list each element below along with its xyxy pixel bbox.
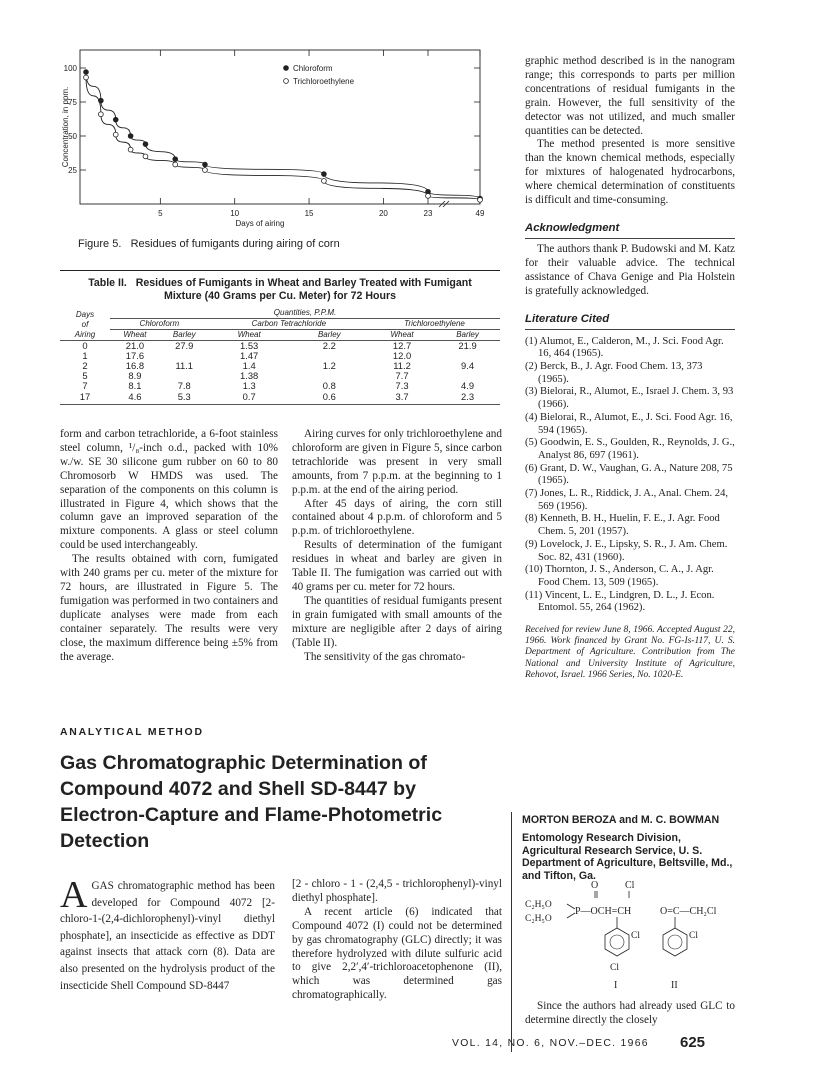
data-point [84,70,89,75]
data-point [173,157,178,162]
y-tick-label: 50 [68,132,77,141]
section-label: ANALYTICAL METHOD [60,727,204,738]
table-cell-day: 7 [82,380,88,392]
article-intro [60,874,275,994]
series-line [86,78,480,200]
legend-label: Trichloroethylene [293,77,355,86]
y-axis-label: Concentration, in ppm. [61,86,70,168]
table-cell: 2.2 [322,339,336,351]
table-cell: 12.0 [392,349,412,361]
body-paragraph: The results obtained with corn, fumigated with 240 grams per cu. meter of the mixture for 72 hours, are illustrated in Figure 5. The fumigation was performed in two containers and duplicate analyses were made from each container separately. The results were very close, the maximum difference being ±5% from the average. [60,553,278,663]
struct-ethoxy-1: C₂H₅O [525,900,552,910]
days-header-line3: Airing [74,329,96,339]
reference-item: (5) Goodwin, E. S., Goulden, R., Reynolds, J. G., Analyst 86, 697 (1961). [525,437,735,461]
table-cell: 1.2 [322,360,336,371]
chart-frame [80,50,480,204]
table-cell: 0.6 [322,390,336,402]
table-cell: 0.8 [322,380,336,392]
data-point [84,75,89,80]
body-column-middle [292,428,502,664]
table-body [60,340,500,402]
table-title-line2: Mixture (40 Grams per Cu. Meter) for 72 Hours [164,289,396,302]
legend-marker [284,66,289,71]
benzene-ring-2-inner [668,935,682,949]
chart-legend [284,64,355,86]
data-point [478,198,483,203]
acknowledgment-heading: Acknowledgment [525,221,620,234]
series-chloroform [84,70,483,201]
benzene-ring-1 [605,928,629,956]
table-cell: 17.6 [125,349,145,361]
table-ii [60,270,500,405]
x-tick-label: 5 [158,209,163,218]
table-cell-day: 0 [82,339,88,351]
data-point [143,142,148,147]
series-line [86,72,480,198]
body-paragraph: After 45 days of airing, the corn still contained about 4 p.p.m. of chloroform and 5 p.p.m. of trichloroethylene. [292,497,502,538]
x-axis-label: Days of airing [235,219,285,228]
section-rule [525,329,735,330]
legend-marker [284,79,289,84]
table-cell-day: 5 [82,370,88,382]
series-trichloroethylene [84,75,483,202]
data-point [426,193,431,198]
group-header-chloroform: Chloroform [110,318,209,329]
structure-caption-paragraph: Since the authors had already used GLC to determine directly the closely [525,1000,735,1026]
chart-series [84,70,483,203]
page-number: 625 [680,1034,706,1051]
subheader: Barley [317,329,341,339]
table-row [60,392,500,402]
body-paragraph: Results of determination of the fumigant residues in wheat and barley are given in Table II. The fumigation was carried out with 40 grams per cu. meter for 72 hours. [292,539,502,593]
data-point [128,134,133,139]
literature-heading: Literature Cited [525,312,610,325]
table-bottom-rule [60,404,500,405]
struct-label-1: I [614,980,618,991]
table-cell-day: 2 [82,360,88,371]
table-cell: 12.7 [392,339,412,351]
group-header-trichloroethylene: Trichloroethylene [369,318,500,329]
data-point [143,154,148,159]
body-paragraph: The method presented is more sensitive than the known chemical methods, especially for mixtures of halogenated hydrocarbons, where chemical determination of constituents is difficult and time-consuming. [525,138,735,207]
body-paragraph: form and carbon tetrachloride, a 6-foot stainless steel column, ¹/₈-inch o.d., packed with 10% w./w. SE 30 silicone gum rubber on 60 to 80 Chromosorb W HMDS was used. The separation of the components on this column is illustrated in Figure 4, which shows that the column gave an improved separation of the mixture components. A glass or steel column could be used interchangeably. [60,428,278,552]
data-point [322,178,327,183]
article-title: Gas Chromatographic Determination of Compound 4072 and Shell SD-8447 by Electron-Capture and Flame-Photometric Detection [60,752,443,852]
acknowledgment-text: The authors thank P. Budowski and M. Katz for their valuable advice. The technical assistance of Chava Genige and Pia Holstein is gratefully acknowledged. [525,242,735,297]
reference-item: (6) Grant, D. W., Vaughan, G. A., Nature 208, 75 (1965). [525,462,733,487]
data-point [203,168,208,173]
table-cell: 5.3 [177,390,191,402]
subheader: Wheat [390,329,414,339]
table-cell: 7.3 [395,380,409,392]
table-cell: 1.47 [240,349,259,361]
reference-item: (8) Kenneth, B. H., Huelin, F. E., J. Agr. Food Chem. 5, 201 (1957). [525,513,720,538]
struct-ethoxy-2: C₂H₅O [525,914,552,924]
table-cell: 1.3 [242,380,256,392]
article-column-2 [292,878,502,1003]
table-cell: 4.6 [128,390,142,402]
article-intro-text: GAS chromatographic method has been developed for Compound 4072 [2-chloro-1-(2,4-dichlorophenyl)-vinyl diethyl phosphate], an insecticide as effective as DDT against insects that attack corn (8). Data are also presented on the hydrolysis product of the insecticide Shell Compound SD-8447 [60,880,275,992]
figure-caption-label: Figure 5. [78,238,122,250]
author-block [522,814,737,882]
vertical-rule [511,812,512,1052]
y-tick-label: 25 [68,166,77,175]
figure-caption-text: Residues of fumigants during airing of corn [130,238,340,250]
reference-list [525,336,735,615]
table-cell: 1.4 [242,360,256,371]
table-grid [60,308,500,402]
reference-item: (9) Lovelock, J. E., Lipsky, S. R., J. Am. Chem. Soc. 82, 431 (1960). [525,538,728,563]
table-cell-day: 17 [79,390,91,402]
affiliation: Entomology Research Division, Agricultural Research Service, U. S. Department of Agriculture, Beltsville, Md., and Tifton, Ga. [522,832,733,882]
table-cell: 0.7 [242,390,256,402]
reference-item: (11) Vincent, L. E., Lindgren, D. L., J. Econ. Entomol. 55, 264 (1962). [525,589,715,614]
body-paragraph: The quantities of residual fumigants present in grain fumigated with small amounts of the mixture are negligible after 2 days of airing (Table II). [292,594,502,649]
subheader: Wheat [123,329,147,339]
table-cell: 7.7 [395,370,409,382]
struct-ketone: O=C—CH₂Cl [660,906,717,917]
struct-label-2: II [671,980,678,991]
days-header [60,308,110,341]
table-caption [60,277,500,303]
table-row [60,381,500,391]
data-point [113,132,118,137]
table-cell: 27.9 [175,339,194,351]
struct-cl-top: Cl [625,880,635,891]
reference-item: (1) Alumot, E., Calderon, M., J. Sci. Food Agr. 16, 464 (1965). [525,335,724,360]
article-paragraph: [2 - chloro - 1 - (2,4,5 - trichlorophenyl)-vinyl diethyl phosphate]. [292,878,502,904]
footer-journal: VOL. 14, NO. 6, NOV.–DEC. 1966 [452,1038,649,1049]
table-cell: 9.4 [461,360,475,371]
drop-cap: A [60,874,88,916]
struct-cl-ring1: Cl [631,931,640,941]
subheader: Barley [172,329,196,339]
struct-cl-ring2: Cl [689,931,698,941]
data-point [98,112,103,117]
struct-cl-ring1-bottom: Cl [610,963,619,973]
chart-axes [61,50,485,228]
legend-label: Chloroform [293,64,333,73]
reference-item: (7) Jones, L. R., Riddick, J. A., Anal. Chem. 24, 569 (1956). [525,488,729,512]
article-column-1 [60,874,275,994]
subheader: Wheat [237,329,261,339]
days-header-line2: of [81,319,89,329]
reference-item: (4) Bielorai, R., Alumot, E., J. Sci. Food Agr. 16, 594 (1965). [525,411,733,436]
y-tick-label: 100 [63,64,77,73]
body-column-right [525,55,735,681]
quantities-header: Quantities, P.P.M. [110,308,500,319]
table-cell: 8.1 [128,380,142,392]
struct-o-top: O [591,880,599,891]
benzene-ring-1-inner [610,935,624,949]
table-label: Table II. [88,277,127,289]
authors: MORTON BEROZA and M. C. BOWMAN [522,814,720,826]
table-title-line1: Residues of Fumigants in Wheat and Barley Treated with Fumigant [135,277,472,289]
table-cell: 2.3 [461,390,475,402]
data-point [128,147,133,152]
figure-5-chart [60,44,500,240]
body-paragraph: graphic method described is in the nanogram range; this corresponds to parts per million concentrations of residual fumigants in the grain. However, the full sensitivity of the detector was not utilized, and much smaller quantities can be detected. [525,55,735,137]
table-cell: 8.9 [128,370,142,382]
body-column-left [60,428,278,664]
table-cell: 11.1 [175,360,194,371]
table-cell: 1.53 [240,339,259,351]
table-cell: 21.0 [125,339,145,351]
table-cell: 16.8 [125,360,145,371]
y-tick-label: 75 [68,98,77,107]
table-cell: 11.2 [393,360,411,371]
x-tick-label: 10 [230,209,240,218]
struct-chain: P—OCH=CH [575,906,632,917]
body-paragraph: Airing curves for only trichloroethylene and chloroform are given in Figure 5, since carbon tetrachloride was present in very small amounts, from 7 p.p.m. at the beginning to 1 p.p.m. at the end of the airing period. [292,428,502,496]
received-note: Received for review June 8, 1966. Accepted August 22, 1966. Work financed by Grant No. FG-Is-117, U. S. Department of Agriculture. Contribution from The National and University Institute of Agriculture, Rehovot, Israel. 1966 Series, No. 1020-E. [525,625,735,680]
group-header-carbon-tetrachloride: Carbon Tetrachloride [209,318,369,329]
chemical-structures [525,876,740,996]
body-paragraph: The sensitivity of the gas chromato- [304,650,466,663]
data-point [113,117,118,122]
reference-item: (3) Bielorai, R., Alumot, E., Israel J. Chem. 3, 93 (1966). [525,386,734,411]
days-header-line1: Days [75,309,95,319]
x-tick-label: 15 [304,209,314,218]
reference-item: (10) Thornton, J. S., Anderson, C. A., J. Agr. Food Chem. 13, 509 (1965). [525,564,714,588]
table-cell: 1.38 [240,370,259,382]
reference-item: (2) Berck, B., J. Agr. Food Chem. 13, 373 (1965). [525,361,703,385]
article-paragraph: A recent article (6) indicated that Compound 4072 (I) could not be determined by gas chromatography (GLC) directly; it was therefore hydrolyzed with dilute sulfuric acid to give 2,2′,4′-trichloroacetophenone (II), which was determined gas chromatographically. [292,905,502,1002]
x-tick-label: 23 [423,209,433,218]
table-top-rule [60,270,500,271]
data-point [173,162,178,167]
table-cell: 7.8 [177,380,191,392]
data-point [203,162,208,167]
table-cell: 3.7 [395,390,409,402]
subheader: Barley [456,329,479,339]
struct-bond [567,913,575,918]
struct-bond [567,904,575,909]
figure-caption [78,238,340,250]
table-cell: 21.9 [458,339,477,351]
benzene-ring-2 [663,928,687,956]
table-row [60,361,500,371]
section-rule [525,238,735,239]
x-tick-label: 49 [475,209,485,218]
data-point [322,172,327,177]
x-tick-label: 20 [378,209,388,218]
table-row [60,371,500,381]
table-cell-day: 1 [82,349,88,361]
table-cell: 4.9 [461,380,475,392]
